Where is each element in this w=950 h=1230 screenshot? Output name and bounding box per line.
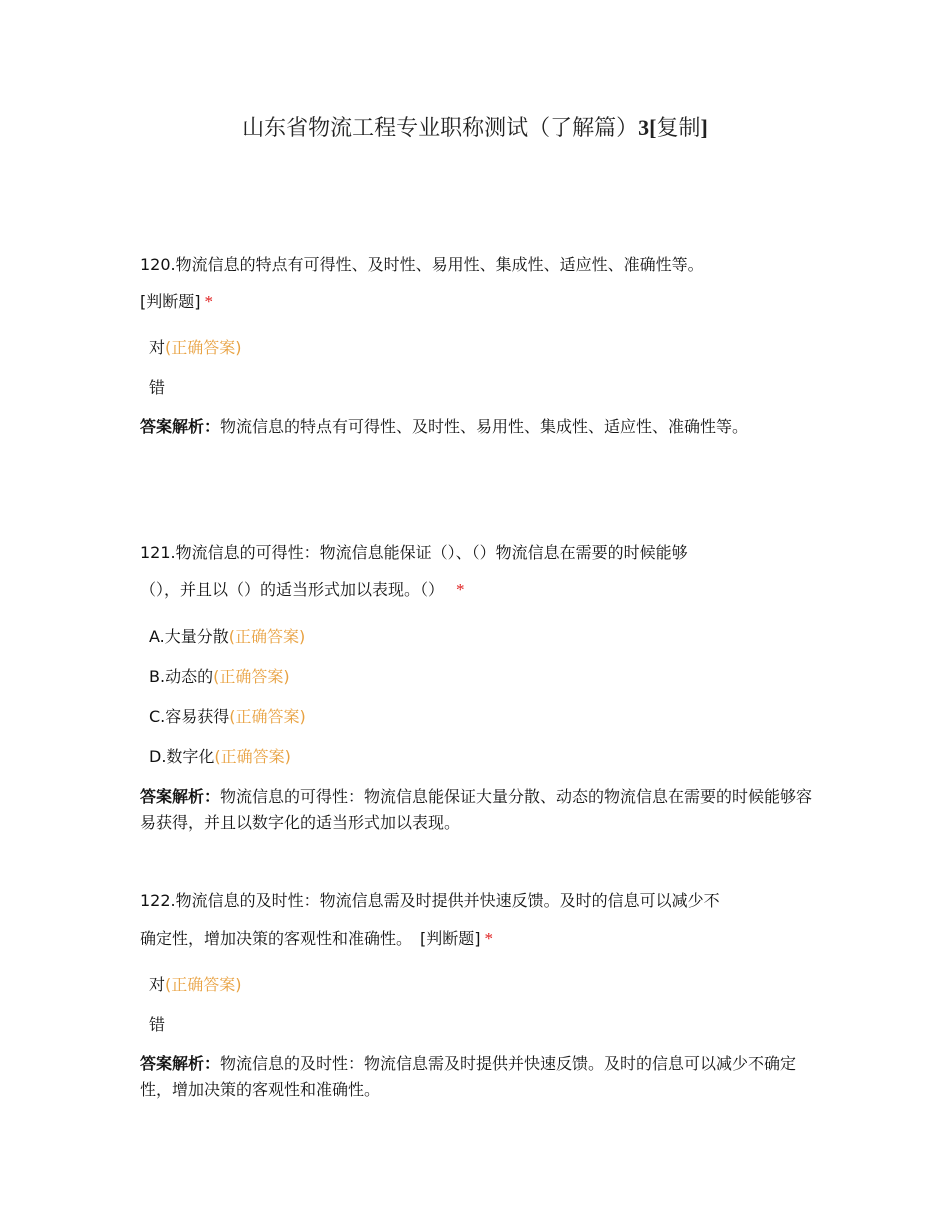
required-mark: * — [456, 580, 465, 599]
option-label: 错 — [149, 1015, 166, 1034]
question-121-line-1: 121.物流信息的可得性：物流信息能保证（）、（）物流信息在需要的时候能够 — [140, 543, 688, 562]
question-122-line-1: 122.物流信息的及时性：物流信息需及时提供并快速反馈。及时的信息可以减少不 — [140, 891, 720, 910]
correct-answer-marker: (正确答案) — [165, 338, 242, 357]
option-label: 对 — [149, 338, 166, 357]
option-label: 错 — [149, 378, 166, 397]
question-type-label: [判断题] — [140, 292, 201, 311]
question-120-line-1: 120.物流信息的特点有可得性、及时性、易用性、集成性、适应性、准确性等。 — [140, 255, 704, 274]
answer-analysis-120 — [140, 414, 815, 440]
title-main: 山东省物流工程专业职称测试（了解篇） — [242, 116, 639, 141]
analysis-text: 物流信息的及时性：物流信息需及时提供并快速反馈。及时的信息可以减少不确定性，增加决策的客观性和准确性。 — [140, 1054, 797, 1099]
question-122-line-2: 确定性，增加决策的客观性和准确性。 — [140, 929, 413, 948]
answer-analysis-121 — [140, 784, 815, 836]
title-tail: 复制 — [656, 116, 701, 141]
option-label: C.容易获得 — [149, 707, 230, 726]
option-false[interactable] — [149, 1013, 165, 1037]
correct-answer-marker: (正确答案) — [165, 975, 242, 994]
question-120-text — [140, 253, 820, 277]
question-121-text — [140, 541, 820, 565]
title-number: 3[ — [638, 115, 657, 140]
analysis-text: 物流信息的可得性：物流信息能保证大量分散、动态的物流信息在需要的时候能够容易获得，并且以数字化的适当形式加以表现。 — [140, 787, 813, 832]
question-121-line-2: （），并且以（）的适当形式加以表现。（） — [140, 580, 445, 599]
question-type-label: [判断题] — [420, 929, 481, 948]
required-mark: * — [204, 292, 213, 311]
answer-analysis-122 — [140, 1051, 815, 1103]
required-mark: * — [484, 929, 494, 948]
option-c[interactable] — [149, 705, 306, 729]
correct-answer-marker: (正确答案) — [214, 747, 291, 766]
option-a[interactable] — [149, 625, 305, 649]
question-120-meta — [140, 290, 820, 314]
option-label: 对 — [149, 975, 166, 994]
option-label: B.动态的 — [149, 667, 214, 686]
option-true[interactable] — [149, 336, 242, 360]
analysis-label: 答案解析： — [140, 1054, 221, 1073]
page-title — [0, 113, 950, 144]
option-d[interactable] — [149, 745, 291, 769]
analysis-text: 物流信息的特点有可得性、及时性、易用性、集成性、适应性、准确性等。 — [220, 417, 749, 436]
title-close: ] — [700, 115, 708, 140]
analysis-label: 答案解析： — [140, 787, 221, 806]
correct-answer-marker: (正确答案) — [229, 707, 306, 726]
analysis-label: 答案解析： — [140, 417, 221, 436]
correct-answer-marker: (正确答案) — [213, 667, 290, 686]
option-b[interactable] — [149, 665, 290, 689]
option-true[interactable] — [149, 973, 242, 997]
option-label: D.数字化 — [149, 747, 215, 766]
option-label: A.大量分散 — [149, 627, 229, 646]
question-121-text-2 — [140, 578, 820, 602]
question-122-text-2 — [140, 927, 820, 951]
question-122-text — [140, 889, 820, 913]
correct-answer-marker: (正确答案) — [228, 627, 306, 646]
option-false[interactable] — [149, 376, 165, 400]
